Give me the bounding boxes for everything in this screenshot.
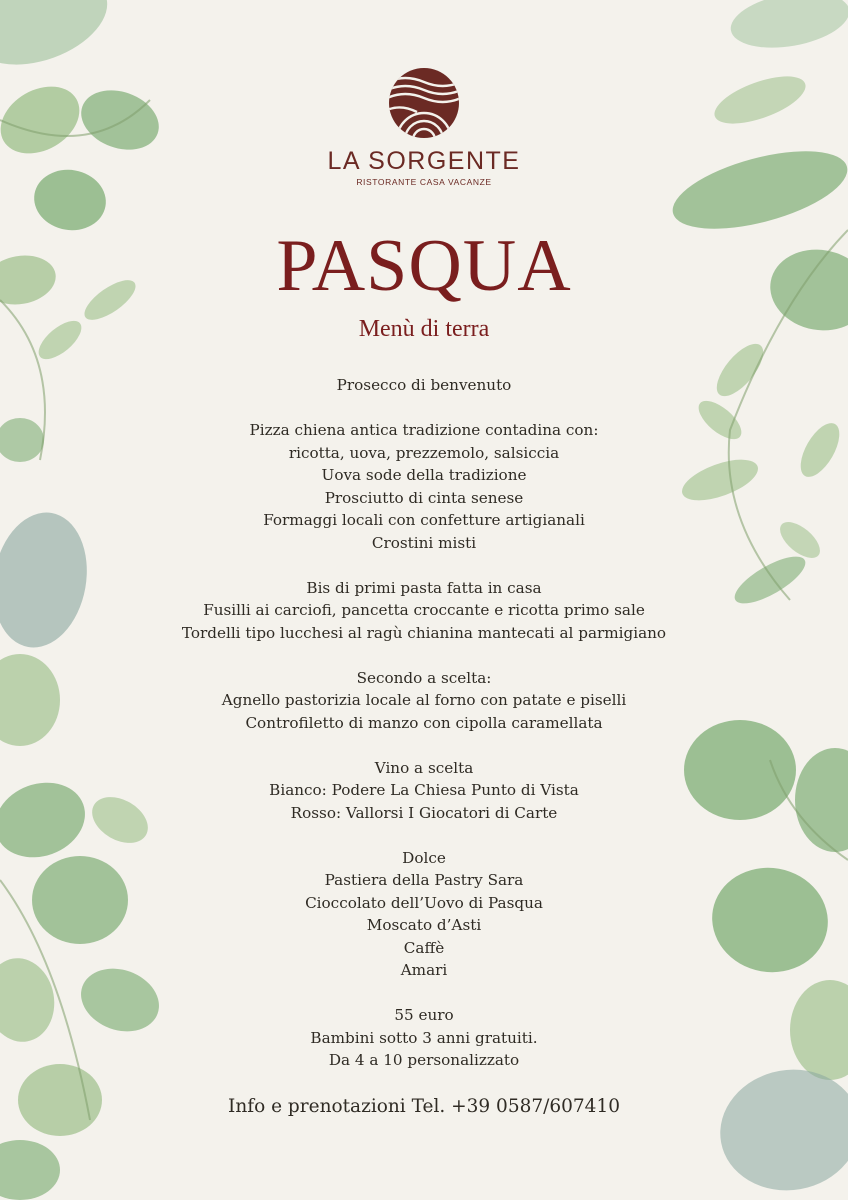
menu-item: Cioccolato dell’Uovo di Pasqua [305,893,543,912]
menu-item: Bis di primi pasta fatta in casa [306,578,542,597]
menu-item: Crostini misti [371,533,477,552]
menu-item: Moscato d’Asti [366,916,482,934]
menu-item: Controfiletto di manzo con cipolla caramellata [245,713,603,732]
menu-list [0,374,848,1094]
menu-item: Caffè [403,938,445,957]
menu-section-welcome [0,374,848,397]
menu-item: Bianco: Podere La Chiesa Punto di Vista [269,781,579,799]
page-subtitle: Menù di terra [358,316,490,342]
contact-line: Info e prenotazioni Tel. +39 0587/607410 [228,1096,620,1117]
menu-item: Tordelli tipo lucchesi al ragù chianina mantecati al parmigiano [181,623,667,642]
brand-name: LA SORGENTE [327,147,521,175]
menu-item: ricotta, uova, prezzemolo, salsiccia [288,443,560,462]
menu-item: Agnello pastorizia locale al forno con patate e piselli [221,691,627,709]
menu-section-primi [0,577,848,645]
menu-item: Formaggi locali con confetture artigianali [263,511,585,529]
menu-item: Prosciutto di cinta senese [324,488,524,507]
menu-item: Pastiera della Pastry Sara [324,871,524,889]
leaf-icon [726,0,848,56]
menu-item: Amari [400,961,448,979]
menu-item: Fusilli ai carciofi, pancetta croccante e ricotta primo sale [203,601,645,619]
menu-section-price [0,1004,848,1072]
menu-section-secondi [0,667,848,735]
menu-item: Vino a scelta [374,758,474,777]
price-note: Bambini sotto 3 anni gratuiti. [310,1028,538,1047]
menu-item: Rosso: Vallorsi I Giocatori di Carte [290,803,558,822]
circular-wave-logo-icon [387,66,461,140]
menu-item: Uova sode della tradizione [321,466,527,484]
menu-section-dolce [0,847,848,982]
brand-subtitle: RISTORANTE CASA VACANZE [356,177,492,187]
price-note: Da 4 a 10 personalizzato [328,1051,520,1069]
menu-item: Prosecco di benvenuto [336,376,512,394]
brand-header [0,66,848,187]
menu-item: Secondo a scelta: [356,668,492,687]
leaf-icon [0,1140,60,1200]
page-title: PASQUA [276,225,572,307]
menu-section-vino [0,757,848,825]
menu-item: Pizza chiena antica tradizione contadina con: [249,421,599,439]
menu-item: Dolce [402,848,446,867]
menu-section-antipasti [0,419,848,554]
price-line: 55 euro [394,1006,454,1024]
